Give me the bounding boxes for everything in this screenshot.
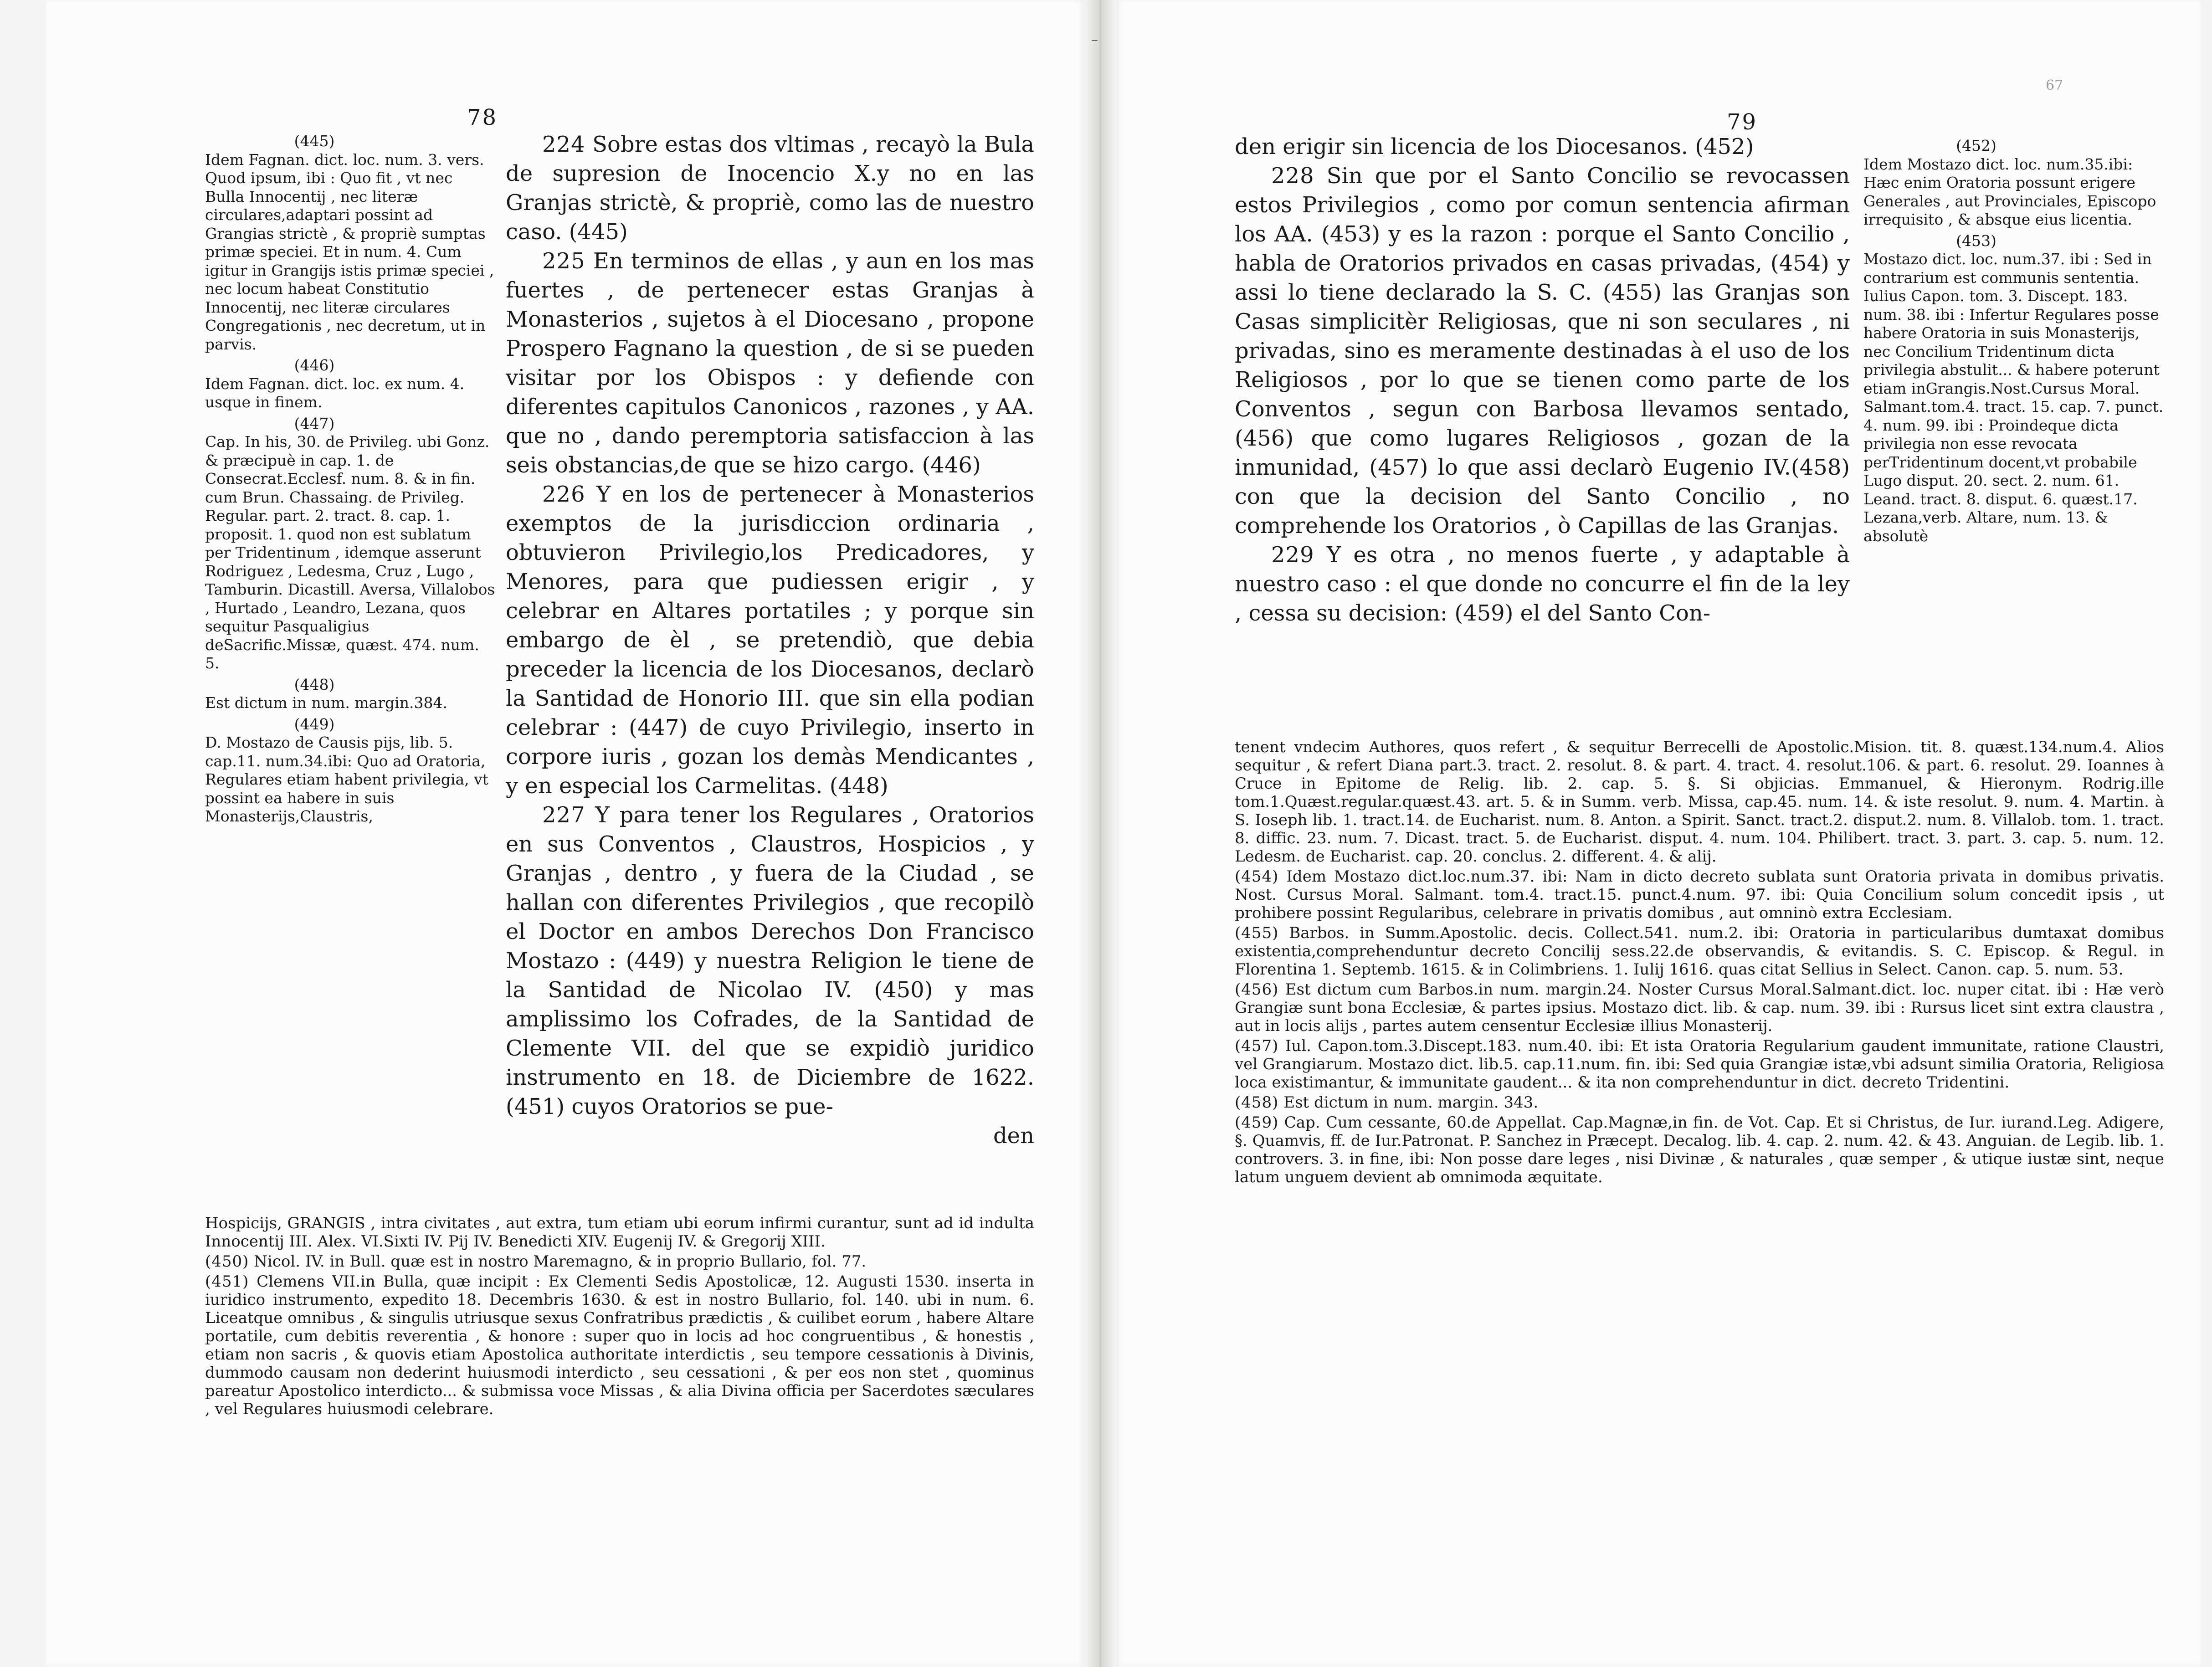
sidenote: (446) Idem Fagnan. dict. loc. ex num. 4. usque in finem. [205,356,465,411]
catchword: den [993,1123,1034,1149]
footnote: (459) Cap. Cum cessante, 60.de Appellat. Cap.Magnæ,in fin. de Vot. Cap. Et si Christus, de Iur. iurand.Leg. Adigere, §. Quamvis, ff. de Iur.Patronat. P. Sanchez in Præcept. Decalog. lib. 4. cap. 2. num. 42. & 43. Anguian. de Legib. lib. 1. controvers. 3. in fine, ibi: Non posse dare leges , nisi Divinæ , & naturales , quæ semper , & utique iustæ sint, neque latum unguem devient ab omnimoda æquitate. [1235,1113,2164,1186]
left-page-number: 78 [467,105,498,130]
paragraph: den erigir sin licencia de los Diocesanos. (452) [1235,134,1754,159]
corner-folio-mark: 67 [2046,77,2063,93]
footnote: (457) Iul. Capon.tom.3.Discept.183. num.40. ibi: Et ista Oratoria Regularium gaudent immunitate, ratione Claustri, vel Grangiarum. Mostazo dict. lib.5. cap.11.num. fin. ibi: Sed quia Grangiæ istæ,vbi adsunt similia Oratoria, Religiosa loca existimantur, & immunitate gaudent... & ita non comprehenduntur in dict. decreto Tridentini. [1235,1037,2165,1092]
sidenote: (452) Idem Mostazo dict. loc. num.35.ibi: Hæc enim Oratoria possunt erigere Generales , aut Provinciales, Episcopo irrequisito , & absque eius licentia. [1863,137,2156,228]
right-main-text [1235,132,1850,628]
footnote-continuation: Hospicijs, GRANGIS , intra civitates , aut extra, tum etiam ubi eorum infirmi curantur, sunt ad id indulta Innocentij III. Alex. VI.Sixti IV. Pij IV. Benedicti XIV. Eugenij IV. & Gregorij XIII. [205,1214,1034,1251]
footnote: (458) Est dictum in num. margin. 343. [1235,1093,1539,1112]
paragraph: 224 Sobre estas dos vltimas , recayò la Bula de supresion de Inocencio X.y no en las Granjas strictè, & propriè, como las de nuestro caso. (445) [506,132,1035,245]
footnote: (451) Clemens VII.in Bulla, quæ incipit : Ex Clementi Sedis Apostolicæ, 12. Augusti 1530. inserta in iuridico instrumento, expedito 18. Decembris 1630. & est in nostro Bullario, fol. 140. ubi in num. 6. Liceatque omnibus , & singulis utriusque sexus Confratribus prædictis , & cuilibet eorum , habere Altare portatile, cum debitis reverentia , & honore : super quo in locis ad hoc congruentibus , & honestis , etiam non sacris , & quovis etiam Apostolica authoritate interdictis , seu tempore cessationis à Divinis, dummodo causam non dederint huiusmodi interdicto , seu cessationi , & per eos non stet , quominus pareatur Apostolico interdicto... & submissa voce Missas , & alia Divina officia per Sacerdotes sæculares , vel Regulares huiusmodi celebrare. [205,1272,1034,1418]
book-gutter [1084,0,1116,1667]
paragraph: 229 Y es otra , no menos fuerte , y adaptable à nuestro caso : el que donde no concurre el fin de la ley , cessa su decision: (459) el del Santo Con- [1235,542,1850,626]
sidenote: (449) D. Mostazo de Causis pijs, lib. 5. cap.11. num.34.ibi: Quo ad Oratoria, Regulares etiam habent privilegia, vt possint ea habere in suis Monasterijs,Claustris, [205,715,489,825]
left-footnotes [205,1214,1034,1420]
right-sidenotes [1863,137,2164,548]
footnote: (454) Idem Mostazo dict.loc.num.37. ibi: Nam in dicto decreto sublata sunt Oratoria privata in domibus privatis. Nost. Cursus Moral. Salmant. tom.4. tract.15. punct.4.num. 97. ibi: Quia Concilium solum concedit ipsis , ut prohibere possint Regularibus, celebrare in privatis domibus , aut omninò extra Ecclesiam. [1235,867,2165,922]
sidenote: (447) Cap. In his, 30. de Privileg. ubi Gonz. & præcipuè in cap. 1. de Consecrat.Ecclesf. num. 8. & in fin. cum Brun. Chassaing. de Privileg. Regular. part. 2. tract. 8. cap. 1. proposit. 1. quod non est sublatum per Tridentinum , idemque asserunt Rodriguez , Ledesma, Cruz , Lugo , Tamburin. Dicastill. Aversa, Villalobos , Hurtado , Leandro, Lezana, quos sequitur Pasqualigius deSacrific.Missæ, quæst. 474. num. 5. [205,414,495,672]
footnote: (455) Barbos. in Summ.Apostolic. decis. Collect.541. num.2. ibi: Oratoria in particularibus dumtaxat domibus existentia,comprehenduntur decreto Concilij sess.22.de observandis, & evitandis. S. C. Episcop. & Regul. in Florentina 1. Septemb. 1615. & in Colimbriens. 1. Iulij 1616. quas citat Sellius in Select. Canon. cap. 5. num. 53. [1235,924,2164,979]
left-main-text [506,130,1034,1150]
gutter-mark: – [1091,32,1098,48]
paragraph: 225 En terminos de ellas , y aun en los mas fuertes , de pertenecer estas Granjas à Monasterios , sujetos à el Diocesano , propone Prospero Fagnano la question , de si se pueden visitar por los Obispos : y defiende con diferentes capitulos Canonicos , razones , y AA. que no , dando peremptoria satisfaccion à las seis obstancias,de que se hizo cargo. (446) [506,248,1034,478]
right-footnotes [1235,738,2164,1188]
left-page [46,0,1084,1667]
paragraph: 228 Sin que por el Santo Concilio se revocassen estos Privilegios , como por comun sentencia afirman los AA. (453) y es la razon : porque el Santo Concilio , habla de Oratorios privados en casas privadas, (454) y assi lo tiene declarado la S. C. (455) las Granjas son Casas simplicitèr Religiosas, que ni son seculares , ni privadas, sino es meramente destinadas à el uso de los Religiosos , por lo que se tienen como parte de los Conventos , segun con Barbosa llevamos sentado, (456) que como lugares Religiosos , gozan de la inmunidad, (457) lo que assi declarò Eugenio IV.(458) con que la decision del Santo Concilio , no comprehende los Oratorios , ò Capillas de las Granjas. [1235,163,1850,539]
sidenote: (448) Est dictum in num. margin.384. [205,675,447,712]
sidenote: (445) Idem Fagnan. dict. loc. num. 3. vers. Quod ipsum, ibi : Quo fit , vt nec Bulla Innocentij , nec literæ circulares,adaptari possint ad Grangias strictè , & propriè sumptas primæ speciei. Et in num. 4. Cum igitur in Grangijs istis primæ speciei , nec locum habeat Constitutio Innocentij, nec literæ circulares Congregationis , nec decretum, ut in parvis. [205,132,494,353]
footnote: (450) Nicol. IV. in Bull. quæ est in nostro Maremagno, & in proprio Bullario, fol. 77. [205,1252,867,1271]
paragraph: 226 Y en los de pertenecer à Monasterios exemptos de la jurisdiccion ordinaria , obtuvieron Privilegio,los Predicadores, y Menores, para que pudiessen erigir , y celebrar en Altares portatiles ; y porque sin embargo de èl , se pretendiò, que debia preceder la licencia de los Diocesanos, declarò la Santidad de Honorio III. que sin ella podian celebrar : (447) de cuyo Privilegio, inserto in corpore iuris , gozan los demàs Mendicantes , y en especial los Carmelitas. (448) [506,482,1035,799]
sidenote: (453) Mostazo dict. loc. num.37. ibi : Sed in contrarium est communis sententia. Iulius Capon. tom. 3. Discept. 183. num. 38. ibi : Infertur Regulares posse habere Oratoria in suis Monasterijs, nec Concilium Tridentinum dicta privilegia abstulit... & habere poterunt etiam inGrangis.Nost.Cursus Moral. Salmant.tom.4. tract. 15. cap. 7. punct. 4. num. 99. ibi : Proindeque dicta privilegia non esse revocata perTridentinum docent,vt probabile Lugo disput. 20. sect. 2. num. 61. Leand. tract. 8. disput. 6. quæst.17. Lezana,verb. Altare, num. 13. & absolutè [1863,231,2164,545]
footnote-continuation: tenent vndecim Authores, quos refert , & sequitur Berrecelli de Apostolic.Mision. tit. 8. quæst.134.num.4. Alios sequitur , & refert Diana part.3. tract. 2. resolut. 8. & part. 4. tract. 4. resolut.106. & part. 6. resolut. 29. Ioannes à Cruce in Epitome de Relig. lib. 2. cap. 5. §. Si objicias. Emmanuel, & Hieronym. Rodrig.ille tom.1.Quæst.regular.quæst.43. art. 5. & in Summ. verb. Missa, cap.45. num. 14. & iste resolut. 9. num. 4. Martin. à S. Ioseph lib. 1. tract.14. de Eucharist. num. 8. Anton. a Spirit. Sanct. tract.2. disput.2. num. 8. Villalob. tom. 1. tract. 8. diffic. 23. num. 7. Dicast. tract. 5. de Eucharist. disput. 4. num. 104. Philibert. tract. 3. part. 3. cap. 5. num. 12. Ledesm. de Eucharist. cap. 20. conclus. 2. different. 4. & alij. [1235,738,2164,866]
paragraph: 227 Y para tener los Regulares , Oratorios en sus Conventos , Claustros, Hospicios , y Granjas , dentro , y fuera de la Ciudad , se hallan con diferentes Privilegios , que recopilò el Doctor en ambos Derechos Don Francisco Mostazo : (449) y nuestra Religion le tiene de la Santidad de Nicolao IV. (450) y mas amplissimo los Cofrades, de la Santidad de Clemente VII. del que se expidiò juridico instrumento en 18. de Diciembre de 1622. (451) cuyos Oratorios se pue- [506,802,1035,1119]
right-page-number: 79 [1727,109,1758,135]
left-sidenotes [205,132,497,829]
right-page [1116,0,2201,1667]
footnote: (456) Est dictum cum Barbos.in num. margin.24. Noster Cursus Moral.Salmant.dict. loc. nuper citat. ibi : Hæ verò Grangiæ sunt bona Ecclesiæ, & partes ipsius. Mostazo dict. lib. & cap. num. 39. ibi : Rursus licet sint extra claustra , aut in locis alijs , partes autem censentur Ecclesiæ illius Monasterij. [1235,980,2164,1035]
